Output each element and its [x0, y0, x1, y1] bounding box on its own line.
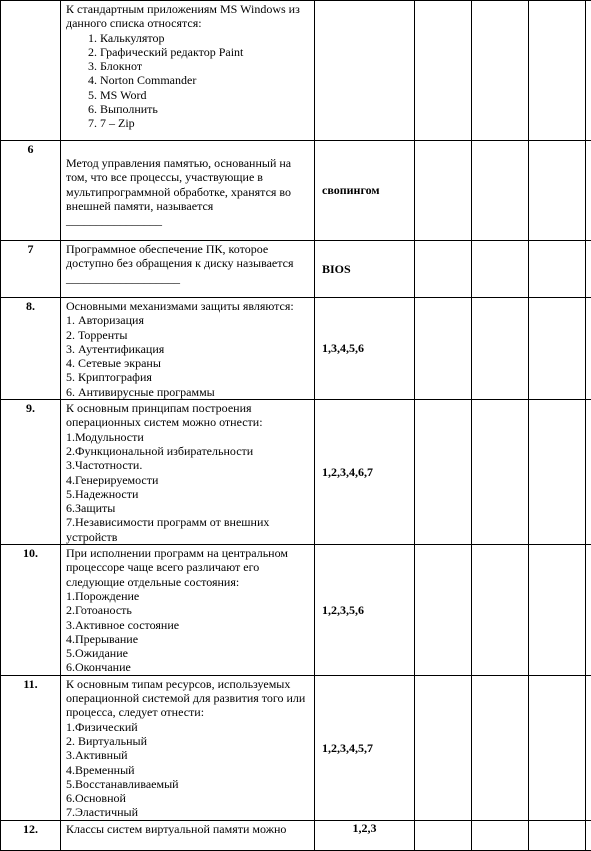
empty-cell: [415, 545, 472, 676]
list-item: 5.Ожидание: [66, 646, 310, 660]
empty-cell: [415, 400, 472, 545]
answer-cell: свопингом: [315, 141, 415, 241]
empty-cell: [586, 241, 591, 298]
list-item: 5. Криптография: [66, 370, 310, 384]
list-item: 3. Аутентификация: [66, 342, 310, 356]
table-row: [1, 675, 591, 820]
table-row: [1, 141, 591, 241]
empty-cell: [472, 241, 529, 298]
table-row: [1, 298, 591, 400]
empty-cell: [529, 241, 586, 298]
question-cell: [61, 141, 315, 241]
table-row: [1, 545, 591, 676]
list-item: 5.Восстанавливаемый: [66, 777, 310, 791]
empty-cell: [586, 675, 591, 820]
list-item: 1.Порождение: [66, 589, 310, 603]
empty-cell: [415, 675, 472, 820]
list-item: 3.Активный: [66, 748, 310, 762]
list-item: 4.Временный: [66, 763, 310, 777]
list-item: 6. Выполнить: [66, 102, 310, 116]
row-number: [1, 1, 61, 141]
list-item: 5. MS Word: [66, 88, 310, 102]
list-item: 4.Генерируемости: [66, 473, 310, 487]
empty-cell: [472, 298, 529, 400]
table-row: [1, 820, 591, 850]
question-cell: [61, 1, 315, 141]
empty-cell: [472, 400, 529, 545]
row-number: 6: [1, 141, 61, 241]
empty-cell: [529, 675, 586, 820]
empty-cell: [415, 298, 472, 400]
empty-cell: [586, 141, 591, 241]
empty-cell: [529, 400, 586, 545]
options-list: [66, 313, 310, 399]
empty-cell: [586, 400, 591, 545]
empty-cell: [415, 1, 472, 141]
empty-cell: [472, 545, 529, 676]
empty-cell: [415, 141, 472, 241]
empty-cell: [415, 820, 472, 850]
list-item: 6.Основной: [66, 791, 310, 805]
empty-cell: [586, 1, 591, 141]
list-item: 1. Калькулятор: [66, 31, 310, 45]
answer-cell: 1,3,4,5,6: [315, 298, 415, 400]
answer-cell: 1,2,3,4,5,7: [315, 675, 415, 820]
list-item: 1.Физический: [66, 720, 310, 734]
options-list: [66, 31, 310, 131]
empty-cell: [529, 141, 586, 241]
list-item: 3. Блокнот: [66, 59, 310, 73]
empty-cell: [472, 675, 529, 820]
empty-cell: [529, 545, 586, 676]
row-number: 11.: [1, 675, 61, 820]
empty-cell: [529, 1, 586, 141]
row-number: 12.: [1, 820, 61, 850]
answer-cell: BIOS: [315, 241, 415, 298]
empty-cell: [472, 820, 529, 850]
list-item: 2.Функциональной избирательности: [66, 444, 310, 458]
table-row: [1, 400, 591, 545]
options-list: [66, 720, 310, 820]
question-cell: [61, 545, 315, 676]
list-item: 2. Виртуальный: [66, 734, 310, 748]
list-item: 4.Прерывание: [66, 632, 310, 646]
list-item: 7. 7 – Zip: [66, 116, 310, 130]
question-text: Программное обеспечение ПК, которое доступно без обращения к диску называется: [66, 242, 310, 271]
question-text: Основными механизмами защиты являются:: [66, 299, 310, 313]
options-list: [66, 430, 310, 544]
question-text: К основным принципам построения операционных систем можно отнести:: [66, 401, 310, 430]
question-text: Метод управления памятью, основанный на том, что все процессы, участвующие в мультипрограммной обработке, хранятся во внешней памяти, называется: [66, 156, 310, 213]
list-item: 4. Сетевые экраны: [66, 356, 310, 370]
question-cell: [61, 400, 315, 545]
answer-cell: 1,2,3: [315, 820, 415, 850]
question-cell: [61, 241, 315, 298]
list-item: 7.Независимости программ от внешних устройств: [66, 515, 310, 544]
list-item: 6. Антивирусные программы: [66, 385, 310, 399]
list-item: 5.Надежности: [66, 487, 310, 501]
list-item: 3.Частотности.: [66, 458, 310, 472]
answer-blank: ___________________: [66, 271, 310, 285]
question-cell: [61, 298, 315, 400]
list-item: 6.Защиты: [66, 501, 310, 515]
empty-cell: [472, 141, 529, 241]
question-text: При исполнении программ на центральном процессоре чаще всего различают его следующие отдельные состояния:: [66, 546, 310, 589]
empty-cell: [586, 298, 591, 400]
question-text: К стандартным приложениям MS Windows из данного списка относятся:: [66, 2, 310, 31]
question-cell: [61, 820, 315, 850]
empty-cell: [529, 298, 586, 400]
list-item: 2. Торренты: [66, 328, 310, 342]
question-text: К основным типам ресурсов, используемых операционной системой для развития того или процесса, следует отнести:: [66, 677, 310, 720]
table-row: [1, 241, 591, 298]
empty-cell: [529, 820, 586, 850]
options-list: [66, 589, 310, 675]
answer-cell: 1,2,3,4,6,7: [315, 400, 415, 545]
row-number: 10.: [1, 545, 61, 676]
answer-cell: 1,2,3,5,6: [315, 545, 415, 676]
empty-cell: [586, 820, 591, 850]
list-item: 6.Окончание: [66, 660, 310, 674]
list-item: 1. Авторизация: [66, 313, 310, 327]
list-item: 1.Модульности: [66, 430, 310, 444]
table-row: [1, 1, 591, 141]
empty-cell: [586, 545, 591, 676]
list-item: 7.Эластичный: [66, 805, 310, 819]
question-text: Классы систем виртуальной памяти можно: [66, 822, 310, 836]
list-item: 2. Графический редактор Paint: [66, 45, 310, 59]
row-number: 8.: [1, 298, 61, 400]
row-number: 9.: [1, 400, 61, 545]
list-item: 2.Готоаность: [66, 603, 310, 617]
empty-cell: [415, 241, 472, 298]
list-item: 4. Norton Commander: [66, 73, 310, 87]
answer-blank: ________________: [66, 213, 310, 227]
answer-cell: [315, 1, 415, 141]
list-item: 3.Активное состояние: [66, 618, 310, 632]
question-cell: [61, 675, 315, 820]
empty-cell: [472, 1, 529, 141]
row-number: 7: [1, 241, 61, 298]
